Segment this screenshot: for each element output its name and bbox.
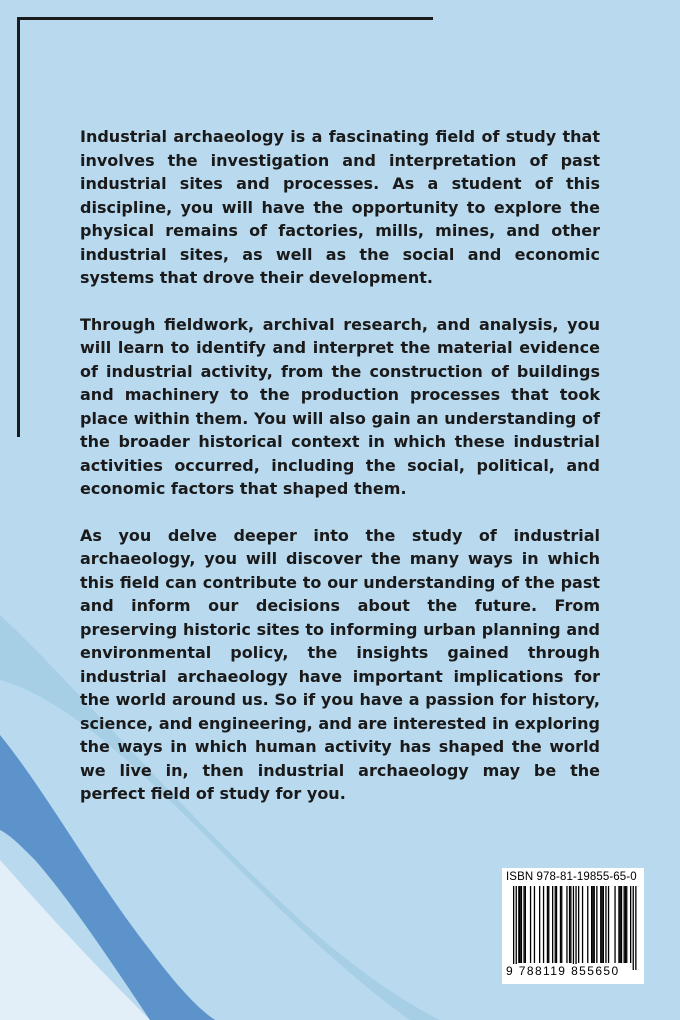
barcode-bar	[561, 886, 562, 963]
ean-digits: 9 788119 855650	[506, 964, 620, 978]
barcode-bar	[566, 886, 567, 963]
barcode-bar	[600, 886, 601, 963]
barcode-bar	[548, 886, 549, 963]
blurb-paragraph-3: As you delve deeper into the study of industrial archaeology, you will discover the many ways in which this field can contribute to our understanding of the past and inform our decisions about the future. From preserving historic sites to informing urban planning and environmental policy, the insights gained through industrial archaeology have important implications for the world around us. So if you have a passion for history, science, and engineering, and are interested in exploring the ways in which human activity has shaped the world we live in, then industrial archaeology may be the perfect field of study for you.	[80, 525, 600, 803]
barcode-bar	[582, 886, 583, 963]
barcode-bar	[605, 886, 606, 963]
barcode-bar	[624, 886, 625, 963]
barcode-bar	[620, 886, 621, 963]
barcode-bar	[635, 886, 636, 970]
barcode-bar	[594, 886, 595, 963]
barcode-bar	[625, 886, 626, 963]
blurb-paragraph-1: Industrial archaeology is a fascinating field of study that involves the investigation and interpretation of past industrial sites and processes. As a student of this discipline, you will have the opportunity to explore the physical remains of factories, mills, mines, and other industrial sites, as well as the social and economic systems that drove their development.	[80, 127, 600, 287]
barcode-bar	[520, 886, 521, 963]
barcode-bar	[614, 886, 615, 963]
barcode-bar	[596, 886, 597, 963]
barcode-bar	[516, 886, 517, 970]
isbn-label: ISBN 978-81-19855-65-0	[506, 871, 637, 883]
barcode-bar	[539, 886, 540, 963]
barcode-bar	[587, 886, 588, 963]
frame-top-line	[17, 17, 433, 20]
barcode-bar	[630, 886, 631, 963]
barcode-bar	[608, 886, 609, 963]
barcode-bar	[518, 886, 519, 963]
barcode-bar	[543, 886, 544, 963]
barcode-bar	[601, 886, 602, 963]
barcode-bar	[513, 886, 514, 970]
barcode-bar	[626, 886, 627, 963]
barcode-bar	[633, 886, 634, 970]
barcode-bar	[555, 886, 556, 963]
barcode-bar	[578, 886, 579, 963]
barcode-bar	[523, 886, 524, 963]
isbn-barcode	[502, 868, 644, 984]
blurb-paragraph-2: Through fieldwork, archival research, and analysis, you will learn to identify and interpret the material evidence of industrial activity, from the construction of buildings and machinery to the production processes that took place within them. You will also gain an understanding of the broader historical context in which these industrial activities occurred, including the social, political, and economic factors that shaped them.	[80, 314, 600, 498]
barcode-bar	[534, 886, 535, 963]
barcode-bar	[547, 886, 548, 963]
barcode-bar	[552, 886, 553, 963]
frame-left-line	[17, 17, 20, 437]
barcode-bar	[525, 886, 526, 963]
barcode-bar	[530, 886, 531, 963]
barcode-bar	[591, 886, 592, 963]
barcode-bar	[575, 886, 576, 970]
barcode-bar	[560, 886, 561, 963]
barcode-bar	[556, 886, 557, 963]
barcode-bar	[621, 886, 622, 963]
barcode-bar	[573, 886, 574, 970]
barcode-bar	[592, 886, 593, 963]
barcode-bar	[603, 886, 604, 963]
barcode-bar	[570, 886, 571, 963]
blurb-text	[80, 125, 600, 829]
barcode-bar	[618, 886, 619, 963]
barcode-bars	[506, 886, 640, 970]
barcode-bar	[569, 886, 570, 963]
barcode-bar	[521, 886, 522, 963]
